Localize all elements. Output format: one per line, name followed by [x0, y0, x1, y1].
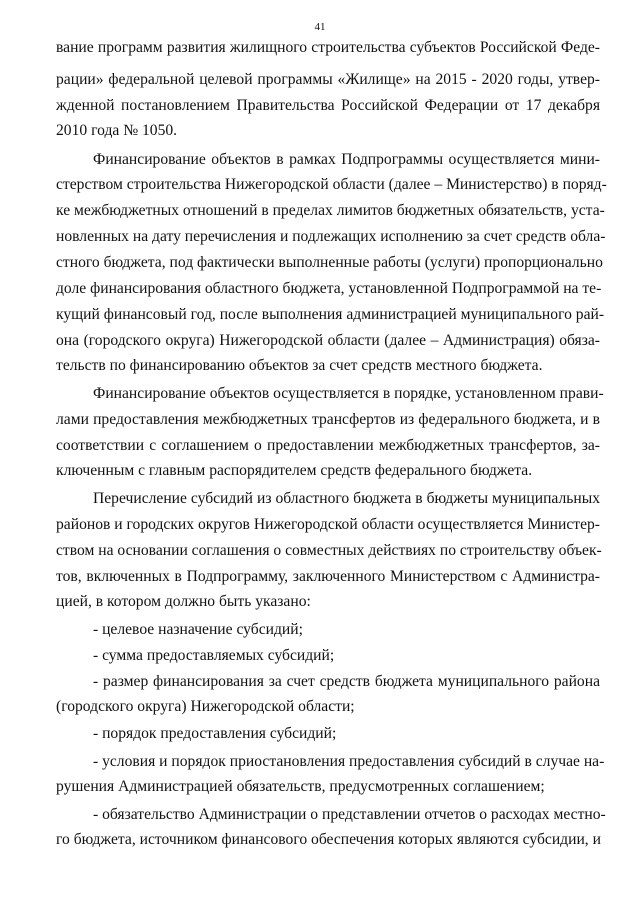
text-line: 2010 года № 1050.	[56, 122, 178, 139]
text-line: ке межбюджетных отношений в пределах лимитов бюджетных обязательств, уста-	[56, 202, 605, 219]
text-line: стерством строительства Нижегородской области (далее – Министерство) в поряд-	[56, 176, 607, 193]
text-line: доле финансирования областного бюджета, установленной Подпрограммой на те-	[56, 280, 602, 297]
paragraph-start-line: Перечисление субсидий из областного бюджета в бюджеты муниципальных	[93, 490, 600, 507]
list-item: - обязательство Администрации о представлении отчетов о расходах местно-	[93, 806, 606, 823]
list-item-continuation: рушения Администрацией обязательств, предусмотренных соглашением;	[56, 778, 545, 795]
list-item-continuation: (городского округа) Нижегородской области;	[56, 698, 355, 715]
paragraph-start-line: Финансирование объектов в рамках Подпрограммы осуществляется мини-	[93, 151, 600, 168]
text-line: районов и городских округов Нижегородской области осуществляется Министер-	[56, 516, 600, 533]
text-line: ключенным с главным распорядителем средств федерального бюджета.	[56, 462, 533, 479]
paragraph-start-line: Финансирование объектов осуществляется в порядке, установленном прави-	[93, 385, 604, 402]
list-item: - условия и порядок приостановления предоставления субсидий в случае на-	[93, 753, 605, 770]
text-line: вание программ развития жилищного строительства субъектов Российской Феде-	[56, 39, 600, 56]
text-line: ством на основании соглашения о совместных действиях по строительству объек-	[56, 542, 602, 559]
text-line: новленных на дату перечисления и подлежащих исполнению за счет средств обла-	[56, 228, 606, 245]
text-line: стного бюджета, под фактически выполненные работы (услуги) пропорционально	[56, 254, 603, 271]
text-line: жденной постановлением Правительства Российской Федерации от 17 декабря	[56, 97, 600, 114]
list-item-continuation: го бюджета, источником финансового обеспечения которых являются субсидии, и	[56, 831, 601, 848]
text-line: тельств по финансированию объектов за счет средств местного бюджета.	[56, 357, 543, 374]
page-number: 41	[314, 21, 326, 33]
text-line: кущий финансовый год, после выполнения администрацией муниципального рай-	[56, 306, 605, 323]
list-item: - порядок предоставления субсидий;	[93, 725, 337, 742]
text-line: рации» федеральной целевой программы «Жилище» на 2015 - 2020 годы, утвер-	[56, 71, 600, 88]
text-line: соответствии с соглашением о предоставлении межбюджетных трансфертов, за-	[56, 437, 600, 454]
text-line: лами предоставления межбюджетных трансфертов из федерального бюджета, и в	[56, 411, 600, 428]
text-line: тов, включенных в Подпрограмму, заключенного Министерством с Администра-	[56, 568, 600, 585]
text-line: цией, в котором должно быть указано:	[56, 593, 311, 610]
list-item: - целевое назначение субсидий;	[93, 621, 303, 638]
list-item: - размер финансирования за счет средств бюджета муниципального района	[93, 673, 600, 690]
text-line: она (городского округа) Нижегородской области (далее – Администрация) обяза-	[56, 332, 600, 349]
list-item: - сумма предоставляемых субсидий;	[93, 647, 335, 664]
